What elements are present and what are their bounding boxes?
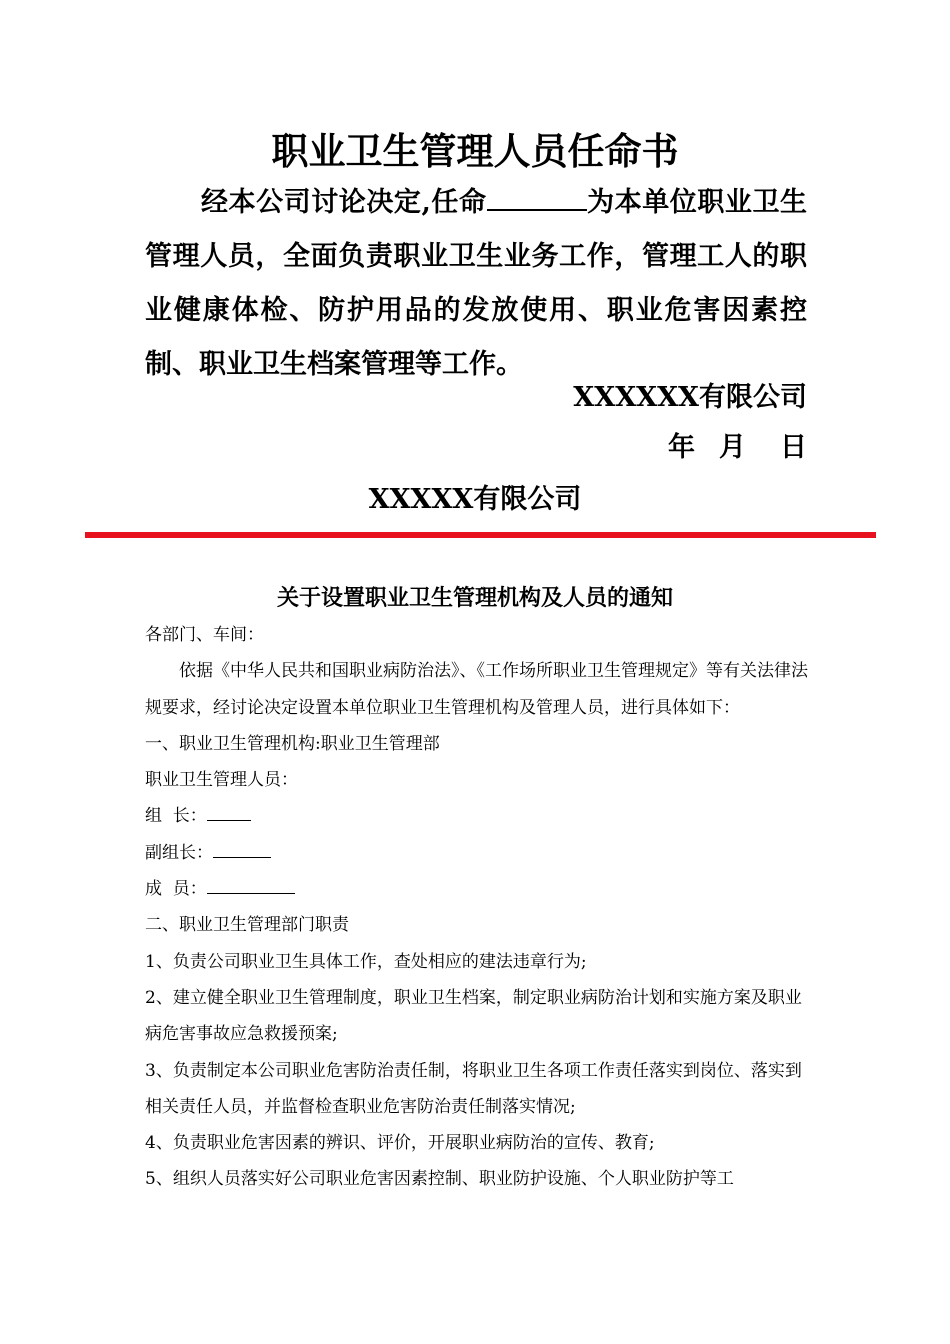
date-year: 年	[668, 432, 695, 463]
member-label: 成 员：	[145, 879, 207, 900]
appointment-body	[145, 176, 807, 392]
deputy-label: 副组长：	[145, 842, 213, 863]
notice-body	[145, 617, 813, 1198]
deputy-line	[145, 835, 813, 871]
duty-item: 1、负责公司职业卫生具体工作，查处相应的建法违章行为;	[145, 951, 587, 972]
leader-line	[145, 798, 813, 834]
notice-section-2: 二、职业卫生管理部门职责	[145, 915, 349, 936]
duty-item: 3、负责制定本公司职业危害防治责任制，将职业卫生各项工作责任落实到岗位、落实到相关责任人员，并监督检查职业危害防治责任制落实情况;	[145, 1060, 802, 1117]
leader-label: 组 长：	[145, 806, 207, 827]
duty-item: 4、负责职业危害因素的辨识、评价，开展职业病防治的宣传、教育;	[145, 1133, 655, 1154]
appointment-date	[646, 426, 807, 470]
leader-blank	[207, 804, 251, 821]
date-day: 日	[780, 432, 807, 463]
member-line	[145, 871, 813, 907]
duty-item: 2、建立健全职业卫生管理制度，职业卫生档案，制定职业病防治计划和实施方案及职业病危害事故应急救援预案;	[145, 987, 802, 1045]
notice-intro: 依据《中华人民共和国职业病防治法》、《工作场所职业卫生管理规定》等有关法律法规要求，经讨论决定设置本单位职业卫生管理机构及管理人员，进行具体如下：	[145, 661, 808, 718]
appointment-body-end: 为本单位职业卫生管理人员，全面负责职业卫生业务工作，管理工人的职业健康体检、防护用品的发放使用、职业危害因素控制、职业卫生档案管理等工作。	[145, 187, 808, 380]
notice-section-1: 一、职业卫生管理机构:职业卫生管理部	[145, 733, 440, 754]
notice-title: 关于设置职业卫生管理机构及人员的通知	[276, 585, 673, 611]
appointment-body-start: 经本公司讨论决定,任命	[201, 187, 487, 218]
member-blank	[207, 877, 295, 894]
notice-salutation: 各部门、车间：	[145, 625, 264, 645]
staff-heading: 职业卫生管理人员：	[145, 770, 298, 791]
appointment-title: 职业卫生管理人员任命书	[271, 129, 679, 173]
deputy-blank	[213, 841, 271, 858]
letterhead-red-rule	[85, 532, 876, 538]
appointee-blank	[487, 183, 587, 211]
duty-item: 5、组织人员落实好公司职业危害因素控制、职业防护设施、个人职业防护等工	[145, 1169, 734, 1190]
date-month: 月	[719, 432, 746, 463]
letterhead-company: XXXXX有限公司	[368, 484, 582, 515]
appointment-signer: XXXXXX有限公司	[573, 382, 807, 413]
